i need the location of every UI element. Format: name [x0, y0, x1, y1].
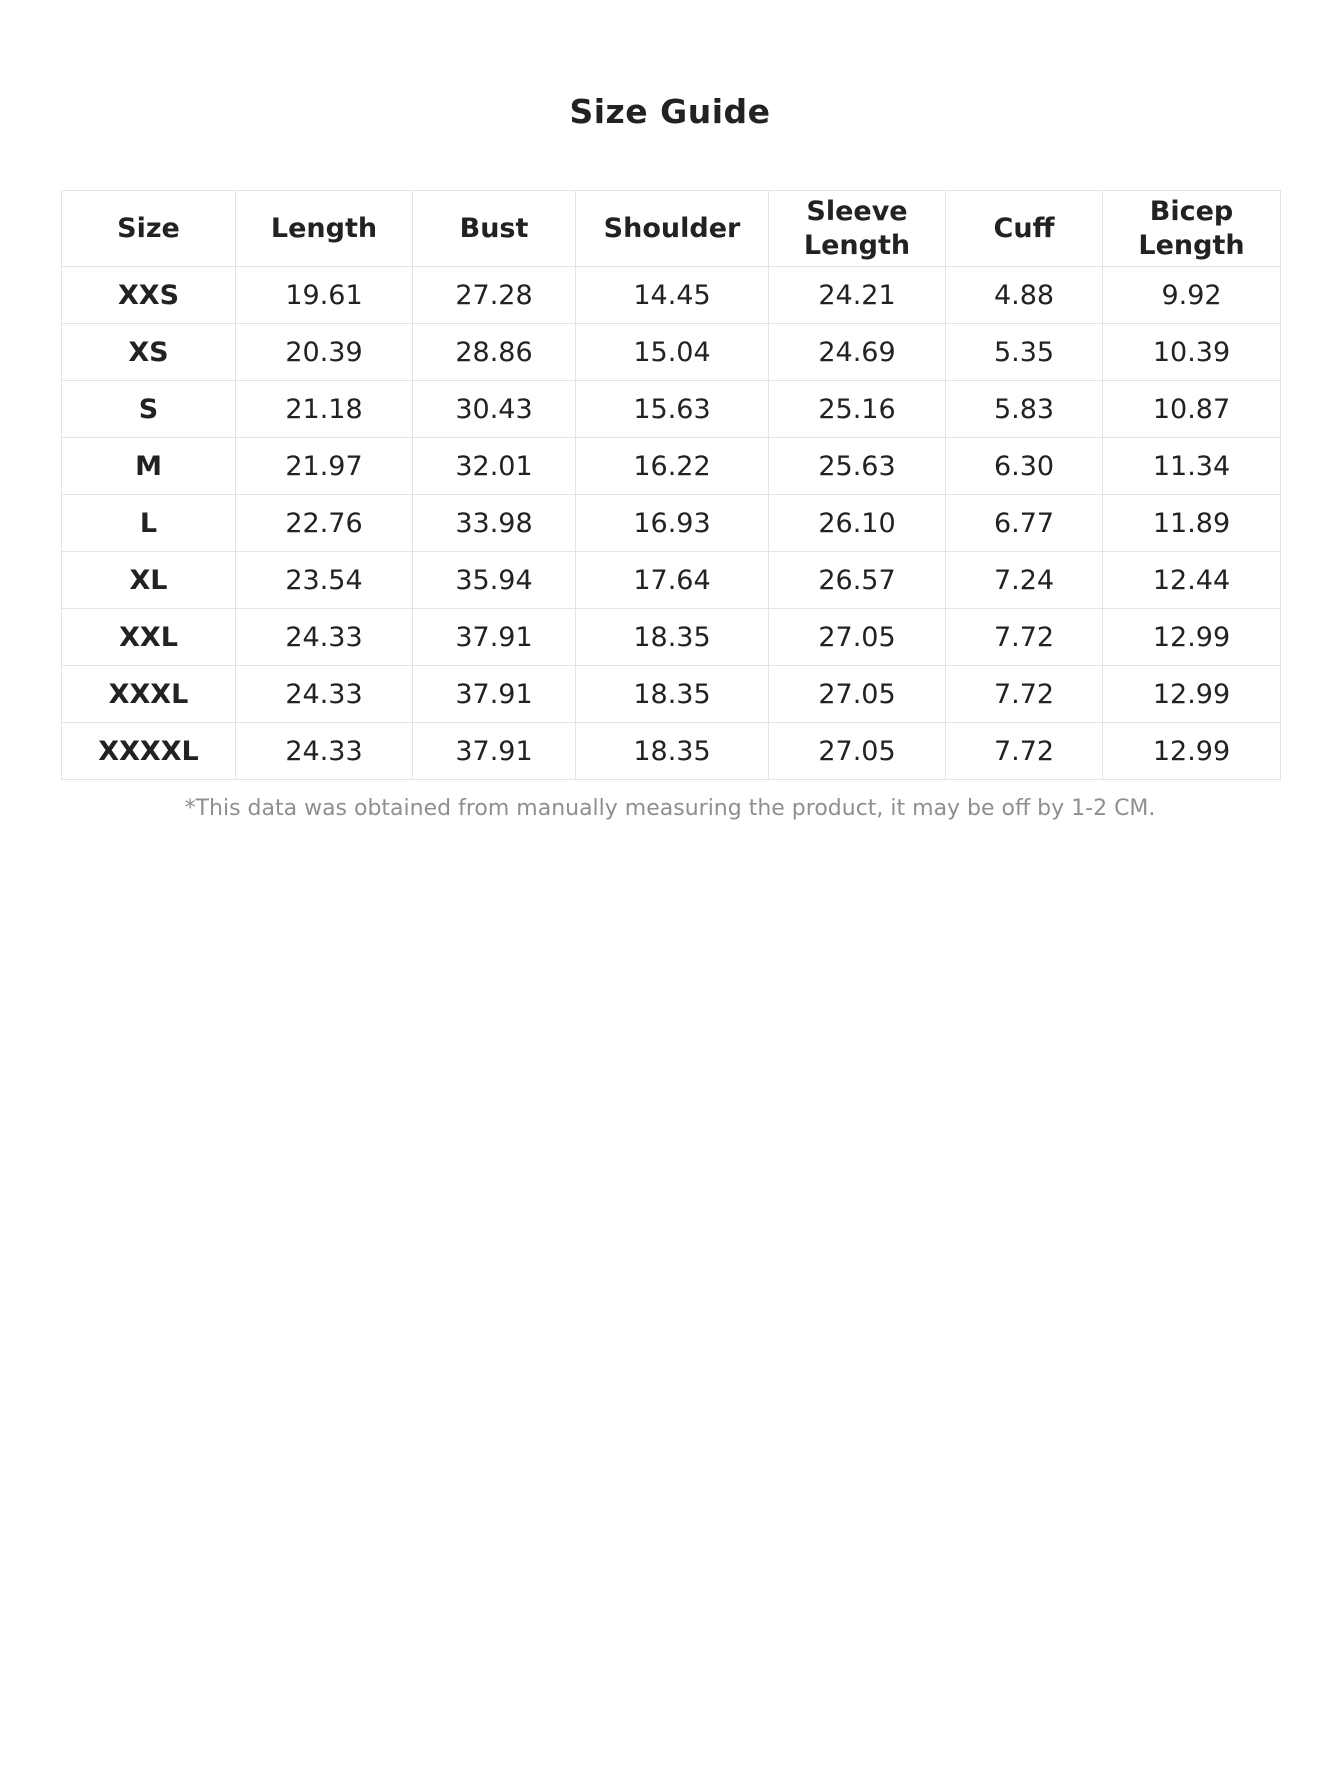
measurement-footnote: *This data was obtained from manually measuring the product, it may be off by 1-2 CM.	[184, 796, 1156, 821]
size-cell: XXL	[62, 609, 236, 666]
table-body	[62, 267, 1281, 780]
length-cell: 22.76	[236, 495, 413, 552]
length-cell: 21.18	[236, 381, 413, 438]
cuff-cell: 7.72	[946, 666, 1103, 723]
bust-cell: 32.01	[413, 438, 576, 495]
bust-cell: 37.91	[413, 609, 576, 666]
bicep-length-cell: 11.89	[1103, 495, 1281, 552]
size-cell: XS	[62, 324, 236, 381]
table-row	[62, 381, 1281, 438]
size-table	[61, 190, 1281, 780]
sleeve-length-cell: 27.05	[769, 609, 946, 666]
header-shoulder: Shoulder	[576, 191, 769, 267]
table-row	[62, 552, 1281, 609]
cuff-cell: 5.35	[946, 324, 1103, 381]
table-row	[62, 267, 1281, 324]
bust-cell: 37.91	[413, 666, 576, 723]
header-bicep-length: Bicep Length	[1103, 191, 1281, 267]
bicep-length-cell: 11.34	[1103, 438, 1281, 495]
length-cell: 23.54	[236, 552, 413, 609]
shoulder-cell: 18.35	[576, 723, 769, 780]
sleeve-length-cell: 25.16	[769, 381, 946, 438]
length-cell: 24.33	[236, 723, 413, 780]
size-cell: XL	[62, 552, 236, 609]
table-row	[62, 324, 1281, 381]
size-cell: L	[62, 495, 236, 552]
shoulder-cell: 14.45	[576, 267, 769, 324]
table-header-row	[62, 191, 1281, 267]
bicep-length-cell: 9.92	[1103, 267, 1281, 324]
header-cuff: Cuff	[946, 191, 1103, 267]
shoulder-cell: 15.04	[576, 324, 769, 381]
shoulder-cell: 16.93	[576, 495, 769, 552]
sleeve-length-cell: 27.05	[769, 723, 946, 780]
length-cell: 24.33	[236, 666, 413, 723]
size-cell: M	[62, 438, 236, 495]
bust-cell: 30.43	[413, 381, 576, 438]
bust-cell: 37.91	[413, 723, 576, 780]
size-cell: XXXL	[62, 666, 236, 723]
shoulder-cell: 17.64	[576, 552, 769, 609]
bicep-length-cell: 12.99	[1103, 723, 1281, 780]
length-cell: 21.97	[236, 438, 413, 495]
cuff-cell: 5.83	[946, 381, 1103, 438]
header-bust: Bust	[413, 191, 576, 267]
bicep-length-cell: 12.44	[1103, 552, 1281, 609]
sleeve-length-cell: 27.05	[769, 666, 946, 723]
bust-cell: 33.98	[413, 495, 576, 552]
shoulder-cell: 16.22	[576, 438, 769, 495]
size-cell: XXXXL	[62, 723, 236, 780]
cuff-cell: 4.88	[946, 267, 1103, 324]
sleeve-length-cell: 26.57	[769, 552, 946, 609]
page-title: Size Guide	[569, 92, 771, 131]
cuff-cell: 6.77	[946, 495, 1103, 552]
length-cell: 24.33	[236, 609, 413, 666]
cuff-cell: 7.72	[946, 723, 1103, 780]
cuff-cell: 7.24	[946, 552, 1103, 609]
sleeve-length-cell: 25.63	[769, 438, 946, 495]
cuff-cell: 6.30	[946, 438, 1103, 495]
bust-cell: 27.28	[413, 267, 576, 324]
table-row	[62, 495, 1281, 552]
shoulder-cell: 18.35	[576, 666, 769, 723]
size-cell: S	[62, 381, 236, 438]
header-sleeve-length: Sleeve Length	[769, 191, 946, 267]
bicep-length-cell: 12.99	[1103, 666, 1281, 723]
size-cell: XXS	[62, 267, 236, 324]
table-row	[62, 438, 1281, 495]
sleeve-length-cell: 24.21	[769, 267, 946, 324]
length-cell: 20.39	[236, 324, 413, 381]
bicep-length-cell: 10.87	[1103, 381, 1281, 438]
bicep-length-cell: 10.39	[1103, 324, 1281, 381]
shoulder-cell: 18.35	[576, 609, 769, 666]
length-cell: 19.61	[236, 267, 413, 324]
table-row	[62, 666, 1281, 723]
sleeve-length-cell: 26.10	[769, 495, 946, 552]
sleeve-length-cell: 24.69	[769, 324, 946, 381]
cuff-cell: 7.72	[946, 609, 1103, 666]
bust-cell: 28.86	[413, 324, 576, 381]
shoulder-cell: 15.63	[576, 381, 769, 438]
table-row	[62, 609, 1281, 666]
bust-cell: 35.94	[413, 552, 576, 609]
bicep-length-cell: 12.99	[1103, 609, 1281, 666]
header-length: Length	[236, 191, 413, 267]
header-size: Size	[62, 191, 236, 267]
table-row	[62, 723, 1281, 780]
